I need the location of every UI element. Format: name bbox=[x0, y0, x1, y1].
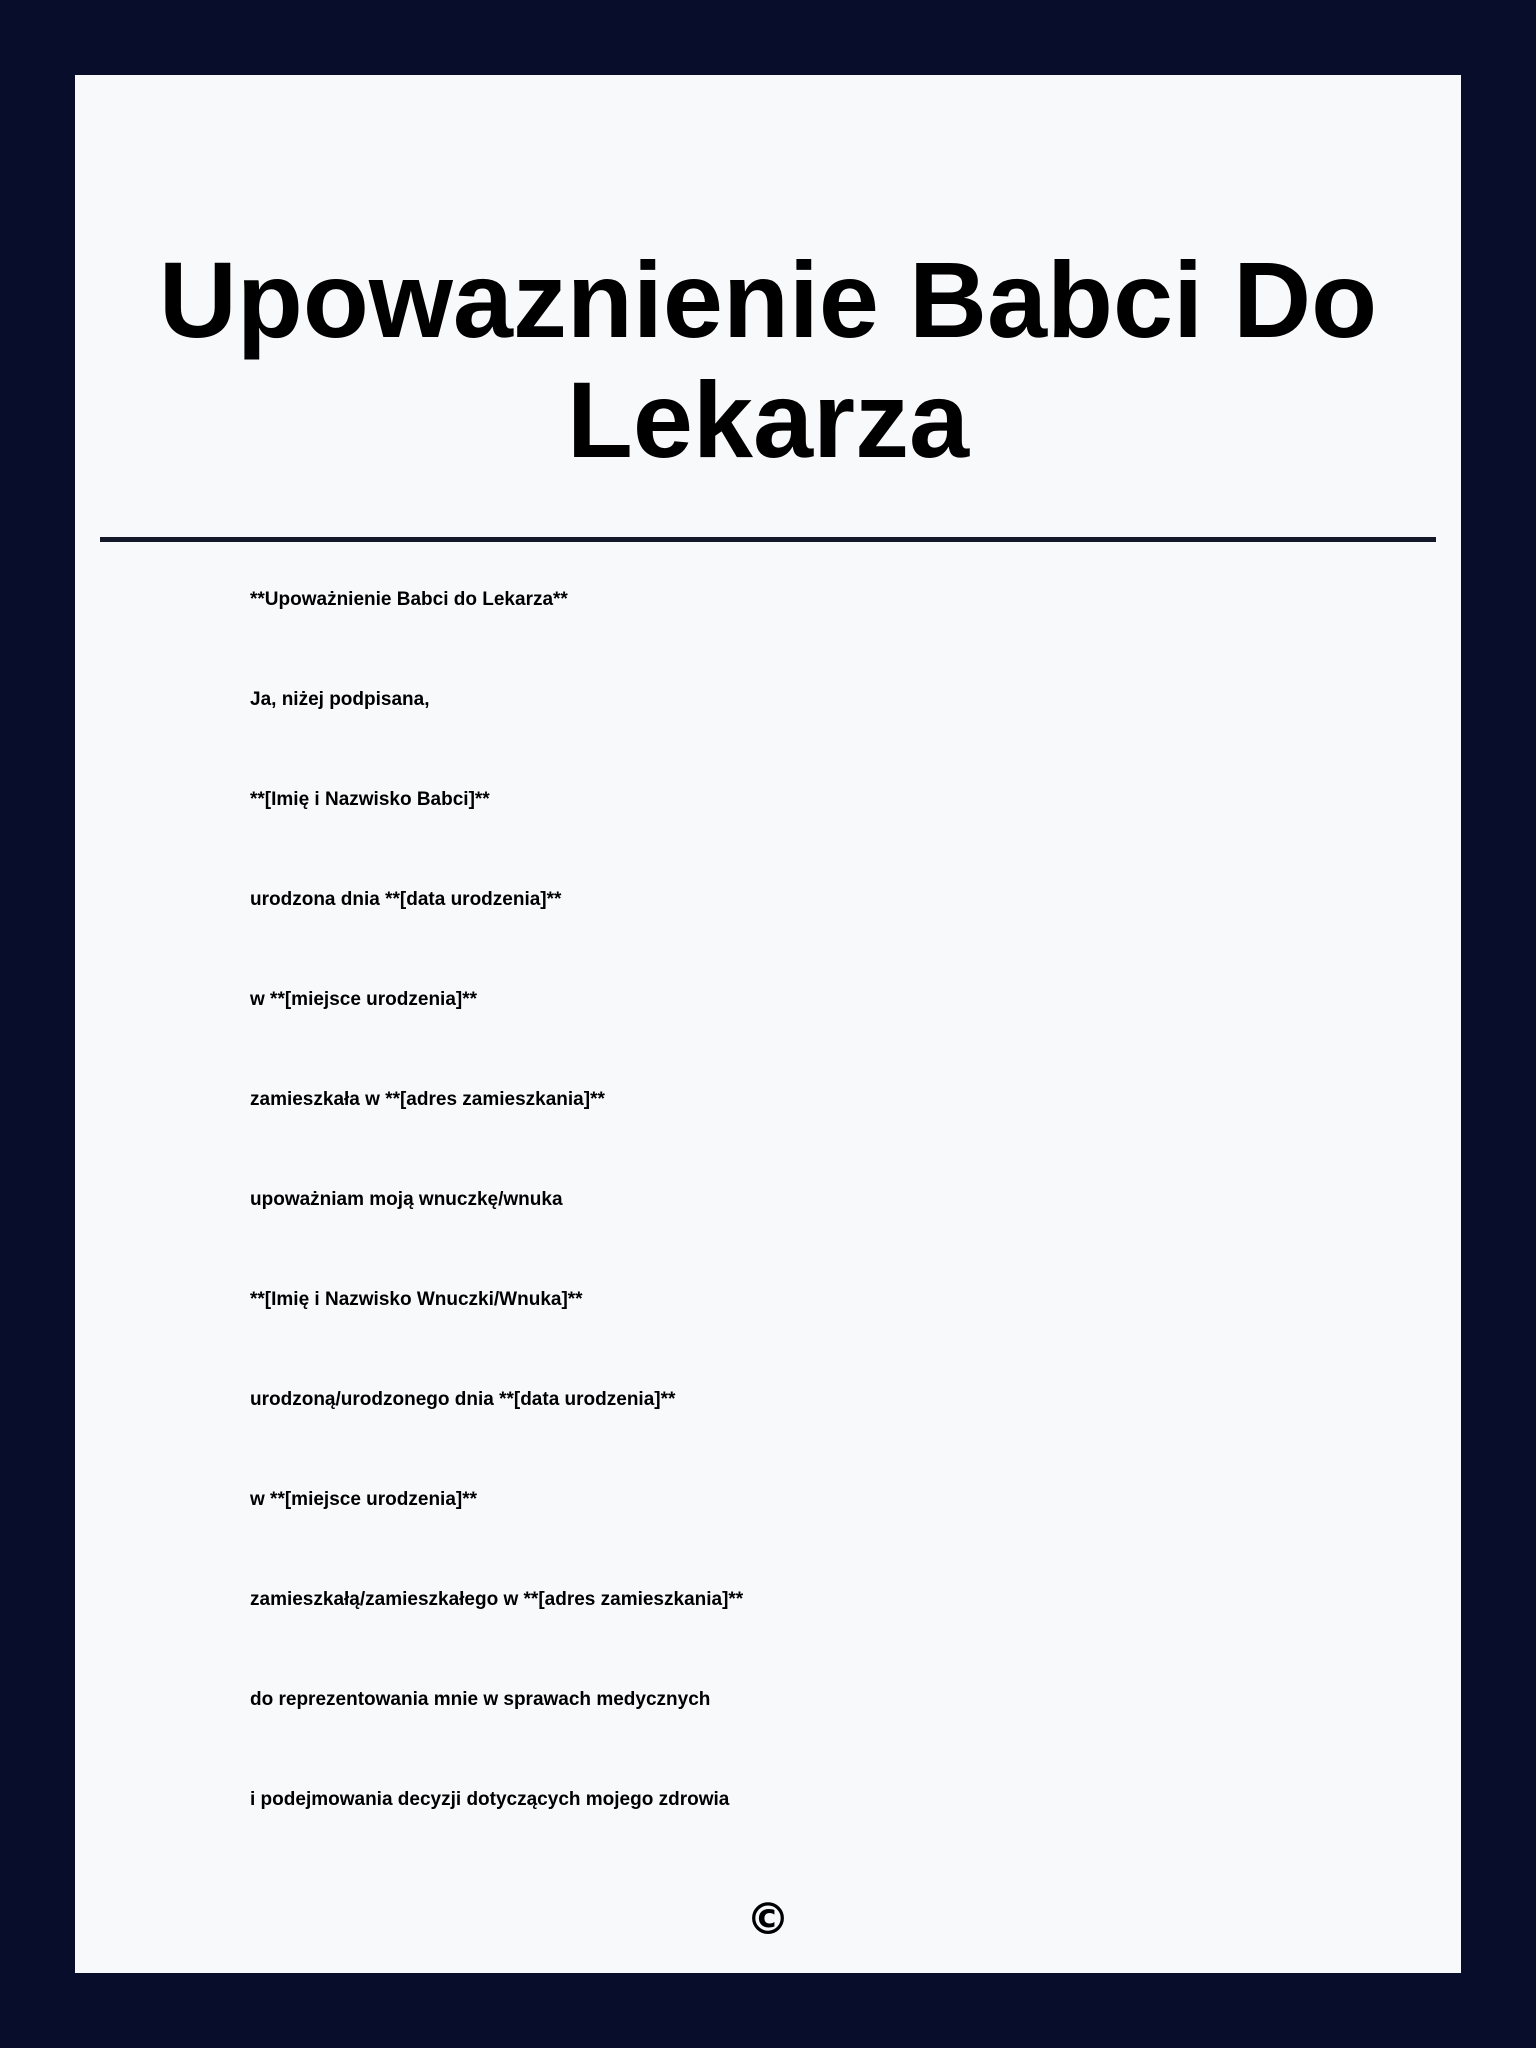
body-line-heading: **Upoważnienie Babci do Lekarza** bbox=[250, 589, 568, 610]
body-line-scope-representation: do reprezentowania mnie w sprawach medycznych bbox=[250, 1689, 711, 1710]
body-line-grandmother-birth-place: w **[miejsce urodzenia]** bbox=[250, 989, 478, 1010]
body-line-grandmother-name: **[Imię i Nazwisko Babci]** bbox=[250, 789, 490, 810]
body-line-declarant-intro: Ja, niżej podpisana, bbox=[250, 689, 430, 710]
body-line-grandchild-birth-date: urodzoną/urodzonego dnia **[data urodzenia]** bbox=[250, 1389, 676, 1410]
body-line-authorization: upoważniam moją wnuczkę/wnuka bbox=[250, 1189, 563, 1210]
body-line-grandchild-name: **[Imię i Nazwisko Wnuczki/Wnuka]** bbox=[250, 1289, 583, 1310]
body-line-grandchild-birth-place: w **[miejsce urodzenia]** bbox=[250, 1489, 478, 1510]
body-line-grandchild-address: zamieszkałą/zamieszkałego w **[adres zamieszkania]** bbox=[250, 1589, 744, 1610]
copyright-icon: © bbox=[746, 1894, 790, 1945]
document-title: Upowaznienie Babci Do Lekarza bbox=[158, 239, 1378, 480]
body-line-grandmother-birth-date: urodzona dnia **[data urodzenia]** bbox=[250, 889, 562, 910]
body-line-grandmother-address: zamieszkała w **[adres zamieszkania]** bbox=[250, 1089, 605, 1110]
title-divider bbox=[100, 537, 1436, 542]
document-body bbox=[250, 587, 743, 1887]
document-page bbox=[75, 75, 1461, 1973]
body-line-scope-decisions: i podejmowania decyzji dotyczących mojego zdrowia bbox=[250, 1789, 730, 1810]
